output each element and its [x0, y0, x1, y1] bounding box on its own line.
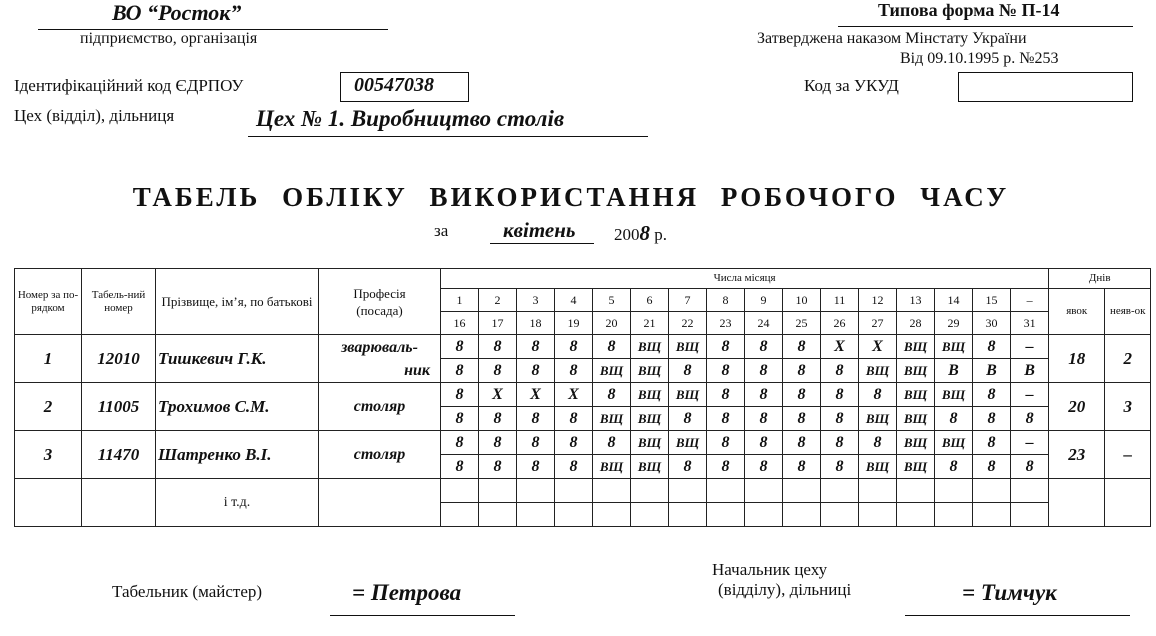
- day-mark-top: 8: [745, 383, 783, 407]
- day-number-top: 9: [745, 289, 783, 312]
- title-year: [614, 221, 667, 246]
- empty-cell: [15, 479, 82, 527]
- day-mark-top: 8: [555, 335, 593, 359]
- day-mark-top: ВЩ: [935, 335, 973, 359]
- shop-label: Цех (відділ), дільниця: [14, 106, 175, 125]
- day-mark-bottom: 8: [821, 455, 859, 479]
- empty-cell: [631, 479, 669, 503]
- empty-cell: [821, 503, 859, 527]
- row-profession: [319, 431, 441, 479]
- day-mark-top: 8: [479, 431, 517, 455]
- shop-underline: [248, 136, 648, 137]
- organization-name: ВО “Росток”: [112, 0, 242, 25]
- row-profession: [319, 383, 441, 431]
- empty-cell: [517, 503, 555, 527]
- day-mark-bottom: 8: [783, 407, 821, 431]
- row-full-name: Трохимов С.М.: [156, 383, 319, 431]
- day-mark-top: 8: [973, 431, 1011, 455]
- day-mark-bottom: 8: [441, 359, 479, 383]
- day-mark-bottom: ВЩ: [593, 407, 631, 431]
- table-row: [15, 335, 1151, 359]
- header-days: Днів: [1049, 269, 1151, 289]
- row-profession: [319, 335, 441, 383]
- empty-cell: [593, 479, 631, 503]
- day-mark-top: Х: [859, 335, 897, 359]
- empty-cell: [517, 479, 555, 503]
- row-days-present: 18: [1049, 335, 1105, 383]
- day-mark-top: 8: [973, 383, 1011, 407]
- organization-caption: підприємство, організація: [80, 30, 258, 47]
- day-mark-bottom: 8: [669, 407, 707, 431]
- day-mark-top: 8: [745, 431, 783, 455]
- day-mark-top: ВЩ: [897, 383, 935, 407]
- chief-signature: = Тимчук: [962, 580, 1057, 605]
- day-mark-top: 8: [707, 431, 745, 455]
- day-number-top: –: [1011, 289, 1049, 312]
- row-full-name: Тишкевич Г.К.: [156, 335, 319, 383]
- day-mark-top: ВЩ: [935, 383, 973, 407]
- day-number-bottom: 19: [555, 312, 593, 335]
- title-month-underline: [490, 243, 594, 244]
- day-number-bottom: 18: [517, 312, 555, 335]
- title-month: квітень: [503, 218, 576, 242]
- ukud-box: [958, 72, 1133, 102]
- day-mark-bottom: ВЩ: [631, 359, 669, 383]
- day-mark-top: 8: [707, 335, 745, 359]
- day-mark-top: ВЩ: [669, 383, 707, 407]
- day-number-top: 7: [669, 289, 707, 312]
- header-full-name: Прізвище, ім’я, по батькові: [156, 269, 319, 335]
- empty-cell: [1011, 503, 1049, 527]
- edrpou-value: 00547038: [354, 74, 434, 96]
- day-mark-top: 8: [517, 335, 555, 359]
- day-mark-bottom: В: [973, 359, 1011, 383]
- timekeeper-signature-line: [330, 615, 515, 616]
- title-year-digit: 8: [639, 221, 650, 245]
- day-mark-top: 8: [441, 383, 479, 407]
- day-mark-top: 8: [517, 431, 555, 455]
- day-mark-bottom: 8: [821, 359, 859, 383]
- day-mark-top: ВЩ: [631, 383, 669, 407]
- empty-cell: [821, 479, 859, 503]
- document-title: ТАБЕЛЬ ОБЛІКУ ВИКОРИСТАННЯ РОБОЧОГО ЧАСУ: [132, 182, 1010, 212]
- day-mark-bottom: ВЩ: [859, 359, 897, 383]
- empty-cell: [935, 503, 973, 527]
- day-mark-bottom: 8: [821, 407, 859, 431]
- header-tab-number: Табель-ний номер: [82, 269, 156, 335]
- day-number-bottom: 27: [859, 312, 897, 335]
- day-mark-top: ВЩ: [631, 431, 669, 455]
- day-mark-top: 8: [479, 335, 517, 359]
- day-mark-bottom: 8: [669, 455, 707, 479]
- day-mark-top: 8: [783, 383, 821, 407]
- day-mark-bottom: 8: [973, 455, 1011, 479]
- day-mark-top: 8: [555, 431, 593, 455]
- form-number-underline: [838, 26, 1133, 27]
- empty-cell: [1105, 479, 1151, 527]
- day-mark-bottom: ВЩ: [593, 455, 631, 479]
- day-mark-top: 8: [973, 335, 1011, 359]
- row-etc: і т.д.: [156, 479, 319, 527]
- day-mark-bottom: 8: [707, 407, 745, 431]
- empty-cell: [441, 503, 479, 527]
- day-mark-bottom: 8: [783, 455, 821, 479]
- day-number-bottom: 25: [783, 312, 821, 335]
- row-days-present: 23: [1049, 431, 1105, 479]
- day-mark-top: 8: [821, 383, 859, 407]
- empty-cell: [745, 479, 783, 503]
- day-mark-top: ВЩ: [935, 431, 973, 455]
- empty-cell: [631, 503, 669, 527]
- day-number-bottom: 22: [669, 312, 707, 335]
- row-number: 2: [15, 383, 82, 431]
- day-number-top: 1: [441, 289, 479, 312]
- day-mark-top: ВЩ: [669, 431, 707, 455]
- day-number-top: 5: [593, 289, 631, 312]
- timekeeper-label: Табельник (майстер): [112, 582, 263, 601]
- day-mark-bottom: 8: [479, 359, 517, 383]
- empty-cell: [935, 479, 973, 503]
- day-mark-bottom: 8: [669, 359, 707, 383]
- empty-cell: [593, 503, 631, 527]
- day-number-bottom: 28: [897, 312, 935, 335]
- empty-cell: [973, 503, 1011, 527]
- title-period-prefix: за: [434, 221, 449, 240]
- day-number-bottom: 30: [973, 312, 1011, 335]
- table-row: [15, 383, 1151, 407]
- form-number: Типова форма № П-14: [878, 0, 1060, 20]
- row-tab-number: 11470: [82, 431, 156, 479]
- header-days-of-month: Числа місяця: [441, 269, 1049, 289]
- day-number-bottom: 23: [707, 312, 745, 335]
- day-number-top: 15: [973, 289, 1011, 312]
- row-number: 1: [15, 335, 82, 383]
- row-profession-line-1: столяр: [353, 446, 406, 463]
- day-mark-bottom: В: [1011, 359, 1049, 383]
- day-mark-bottom: 8: [517, 455, 555, 479]
- day-number-top: 4: [555, 289, 593, 312]
- header-present: явок: [1049, 289, 1105, 335]
- day-number-bottom: 17: [479, 312, 517, 335]
- day-number-top: 10: [783, 289, 821, 312]
- row-tab-number: 11005: [82, 383, 156, 431]
- day-mark-top: Х: [517, 383, 555, 407]
- empty-cell: [1049, 479, 1105, 527]
- empty-cell: [897, 479, 935, 503]
- edrpou-label: Ідентифікаційний код ЄДРПОУ: [14, 76, 244, 95]
- day-number-top: 12: [859, 289, 897, 312]
- day-number-bottom: 20: [593, 312, 631, 335]
- empty-cell: [897, 503, 935, 527]
- row-profession-line-1: зварюваль-: [341, 338, 418, 356]
- table-row-empty: [15, 479, 1151, 503]
- day-mark-bottom: ВЩ: [593, 359, 631, 383]
- day-mark-bottom: 8: [479, 455, 517, 479]
- row-profession-line-1: столяр: [353, 398, 406, 415]
- day-mark-bottom: ВЩ: [897, 407, 935, 431]
- day-mark-bottom: 8: [707, 455, 745, 479]
- day-number-top: 13: [897, 289, 935, 312]
- day-number-top: 11: [821, 289, 859, 312]
- approval-line-1: Затверджена наказом Мінстату України: [757, 30, 1027, 47]
- empty-cell: [555, 479, 593, 503]
- empty-cell: [82, 479, 156, 527]
- day-mark-bottom: 8: [935, 455, 973, 479]
- day-mark-top: 8: [593, 383, 631, 407]
- empty-cell: [1011, 479, 1049, 503]
- empty-cell: [669, 503, 707, 527]
- header-row-number: Номер за по-рядком: [15, 269, 82, 335]
- day-mark-bottom: 8: [783, 359, 821, 383]
- day-mark-bottom: ВЩ: [897, 455, 935, 479]
- day-number-top: 8: [707, 289, 745, 312]
- day-number-top: 6: [631, 289, 669, 312]
- day-mark-bottom: 8: [441, 407, 479, 431]
- day-mark-bottom: 8: [517, 407, 555, 431]
- day-mark-bottom: ВЩ: [631, 407, 669, 431]
- day-mark-bottom: 8: [935, 407, 973, 431]
- day-mark-top: ВЩ: [669, 335, 707, 359]
- day-mark-top: ВЩ: [897, 431, 935, 455]
- day-mark-top: 8: [593, 431, 631, 455]
- day-number-bottom: 29: [935, 312, 973, 335]
- day-mark-bottom: 8: [973, 407, 1011, 431]
- day-number-top: 14: [935, 289, 973, 312]
- day-mark-top: 8: [859, 431, 897, 455]
- day-mark-bottom: 8: [517, 359, 555, 383]
- row-number: 3: [15, 431, 82, 479]
- day-number-bottom: 31: [1011, 312, 1049, 335]
- empty-cell: [783, 479, 821, 503]
- empty-cell: [783, 503, 821, 527]
- empty-cell: [859, 479, 897, 503]
- shop-value: Цех № 1. Виробництво столів: [256, 106, 565, 131]
- day-number-bottom: 26: [821, 312, 859, 335]
- chief-signature-line: [905, 615, 1130, 616]
- day-mark-top: Х: [479, 383, 517, 407]
- empty-cell: [441, 479, 479, 503]
- ukud-label: Код за УКУД: [804, 76, 899, 95]
- day-mark-top: 8: [707, 383, 745, 407]
- day-number-bottom: 21: [631, 312, 669, 335]
- day-mark-top: 8: [783, 431, 821, 455]
- row-profession-line-2: ник: [404, 361, 430, 379]
- day-mark-bottom: ВЩ: [859, 455, 897, 479]
- empty-cell: [973, 479, 1011, 503]
- title-year-suffix: р.: [654, 225, 667, 244]
- empty-cell: [707, 479, 745, 503]
- empty-cell: [669, 479, 707, 503]
- timekeeper-signature: = Петрова: [352, 580, 462, 605]
- chief-label-line-2: (відділу), дільниці: [718, 580, 852, 599]
- day-number-top: 2: [479, 289, 517, 312]
- day-mark-top: –: [1011, 431, 1049, 455]
- day-mark-bottom: 8: [555, 407, 593, 431]
- day-mark-bottom: 8: [441, 455, 479, 479]
- timesheet-table: [14, 268, 1151, 527]
- day-mark-top: Х: [821, 335, 859, 359]
- table-row: [15, 431, 1151, 455]
- row-days-present: 20: [1049, 383, 1105, 431]
- day-mark-top: –: [1011, 383, 1049, 407]
- empty-cell: [555, 503, 593, 527]
- day-mark-top: ВЩ: [631, 335, 669, 359]
- day-mark-top: Х: [555, 383, 593, 407]
- row-full-name: Шатренко В.І.: [156, 431, 319, 479]
- day-mark-bottom: 8: [745, 407, 783, 431]
- day-mark-bottom: ВЩ: [897, 359, 935, 383]
- row-days-absent: 3: [1105, 383, 1151, 431]
- day-mark-top: 8: [441, 431, 479, 455]
- day-mark-top: 8: [593, 335, 631, 359]
- row-days-absent: 2: [1105, 335, 1151, 383]
- empty-cell: [479, 503, 517, 527]
- day-mark-bottom: В: [935, 359, 973, 383]
- day-mark-bottom: 8: [1011, 455, 1049, 479]
- day-number-top: 3: [517, 289, 555, 312]
- empty-cell: [707, 503, 745, 527]
- empty-cell: [745, 503, 783, 527]
- day-mark-bottom: ВЩ: [859, 407, 897, 431]
- header-absent: неяв-ок: [1105, 289, 1151, 335]
- header-profession: Професія (посада): [319, 269, 441, 335]
- day-mark-bottom: 8: [745, 359, 783, 383]
- day-mark-top: 8: [783, 335, 821, 359]
- chief-label-line-1: Начальник цеху: [712, 560, 828, 579]
- day-mark-bottom: 8: [555, 359, 593, 383]
- empty-cell: [319, 479, 441, 527]
- empty-cell: [479, 479, 517, 503]
- day-mark-bottom: 8: [479, 407, 517, 431]
- day-number-bottom: 16: [441, 312, 479, 335]
- day-mark-bottom: ВЩ: [631, 455, 669, 479]
- row-days-absent: –: [1105, 431, 1151, 479]
- day-mark-top: 8: [859, 383, 897, 407]
- row-tab-number: 12010: [82, 335, 156, 383]
- day-mark-top: 8: [821, 431, 859, 455]
- empty-cell: [859, 503, 897, 527]
- day-mark-top: 8: [441, 335, 479, 359]
- day-mark-top: –: [1011, 335, 1049, 359]
- day-mark-bottom: 8: [707, 359, 745, 383]
- day-mark-bottom: 8: [555, 455, 593, 479]
- day-mark-bottom: 8: [745, 455, 783, 479]
- day-number-bottom: 24: [745, 312, 783, 335]
- day-mark-top: ВЩ: [897, 335, 935, 359]
- approval-line-2: Від 09.10.1995 р. №253: [900, 50, 1059, 67]
- day-mark-top: 8: [745, 335, 783, 359]
- day-mark-bottom: 8: [1011, 407, 1049, 431]
- title-year-prefix: 200: [614, 225, 640, 244]
